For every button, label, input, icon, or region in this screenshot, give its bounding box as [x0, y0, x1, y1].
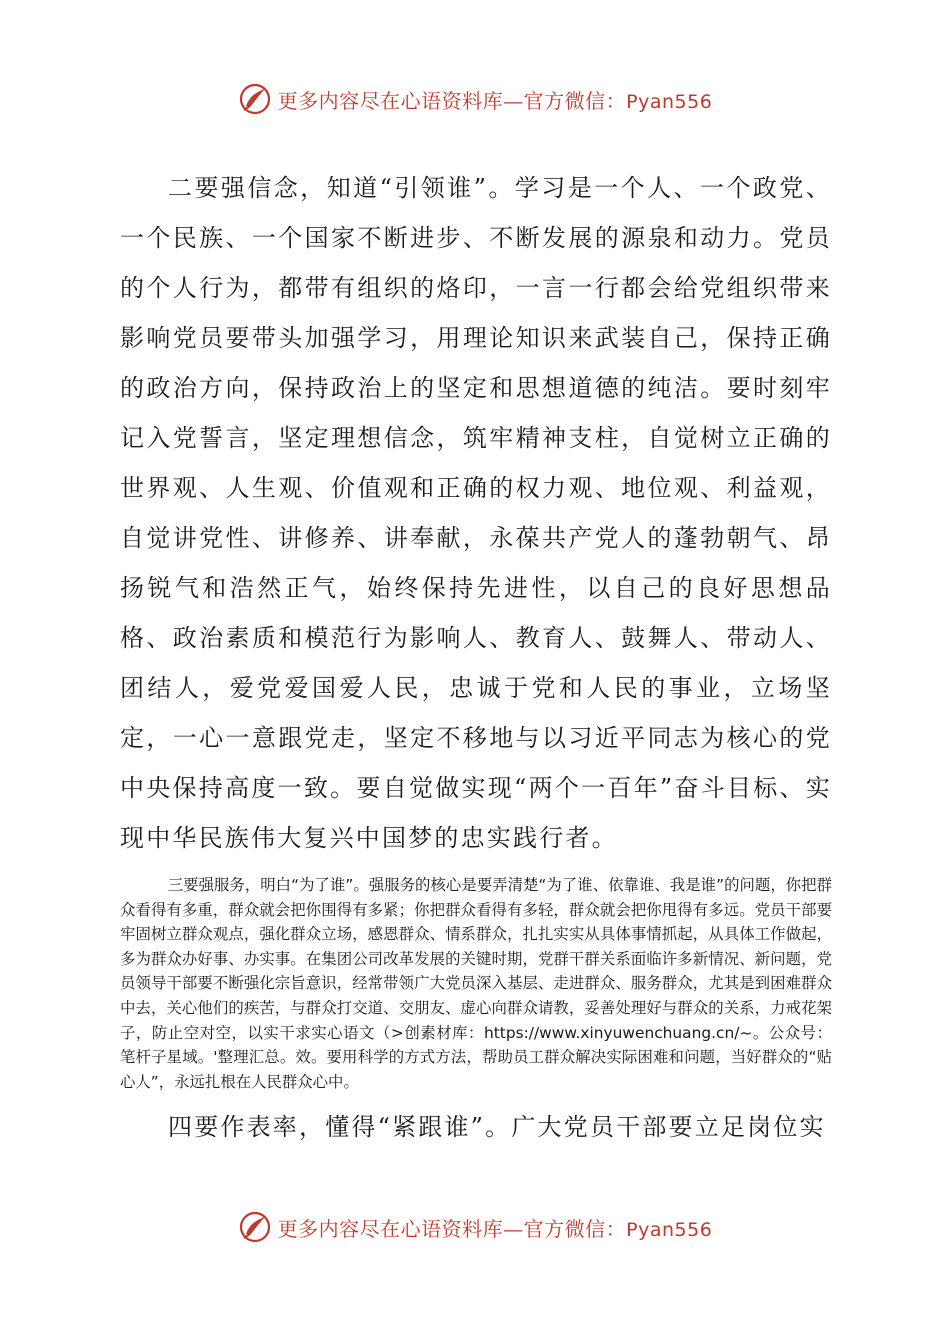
paragraph-strengthen-belief: 二要强信念，知道“引领谁”。学习是一个人、一个政党、一个民族、一个国家不断进步、不断发展的源泉和动力。党员的个人行为，都带有组织的烙印，一言一行都会给党组织带来影响党员要带头加强学习，用理论知识来武装自己，保持正确的政治方向，保持政治上的坚定和思想道德的纯洁。要时刻牢记入党誓言，坚定理想信念，筑牢精神支柱，自觉树立正确的世界观、人生观、价值观和正确的权力观、地位观、利益观，自觉讲党性、讲修养、讲奉献，永葆共产党人的蓬勃朝气、昂扬锐气和浩然正气，始终保持先进性，以自己的良好思想品格、政治素质和模范行为影响人、教育人、鼓舞人、带动人、团结人，爱党爱国爱人民，忠诚于党和人民的事业，立场坚定，一心一意跟党走，坚定不移地与以习近平同志为核心的党中央保持高度一致。要自觉做实现“两个一百年”奋斗目标、实现中华民族伟大复兴中国梦的忠实践行者。 — [120, 174, 832, 852]
footer-watermark-text — [278, 1213, 713, 1242]
watermark-wechat-id: Pyan556 — [626, 1218, 713, 1241]
watermark-wechat-id: Pyan556 — [626, 90, 713, 113]
pen-logo-icon — [238, 1210, 272, 1244]
document-body — [120, 163, 832, 1152]
watermark-label: 更多内容尽在心语资料库—官方微信： — [277, 88, 627, 113]
header-watermark-text — [278, 85, 713, 114]
paragraph-set-example: 四要作表率，懂得“紧跟谁”。广大党员干部要立足岗位实 — [168, 1113, 826, 1142]
footer-watermark — [0, 1210, 950, 1244]
pen-logo-icon — [238, 82, 272, 116]
watermark-label: 更多内容尽在心语资料库—官方微信： — [277, 1216, 627, 1241]
header-watermark — [0, 82, 950, 116]
paragraph-strengthen-service: 三要强服务，明白“为了谁”。强服务的核心是要弄清楚“为了谁、依靠谁、我是谁”的问题，你把群众看得有多重，群众就会把你围得有多紧；你把群众看得有多轻，群众就会把你甩得有多远。党员干部要牢固树立群众观点，强化群众立场，感恩群众、情系群众，扎扎实实从具体事情抓起，从具体工作做起，多为群众办好事、办实事。在集团公司改革发展的关键时期，党群干群关系面临许多新情况、新问题，党员领导干部要不断强化宗旨意识，经常带领广大党员深入基层、走进群众、服务群众，尤其是到困难群众中去，关心他们的疾苦，与群众打交道、交朋友、虚心向群众请教，妥善处理好与群众的关系，力戒花架子，防止空对空，以实干求实心语文（>创素材库：https://www.xinyuwenchuang.cn/~。公众号：笔杆子星域。'整理汇总。效。要用科学的方式方法，帮助员工群众解决实际困难和问题，当好群众的“贴心人”，永远扎根在人民群众心中。 — [120, 876, 832, 1091]
